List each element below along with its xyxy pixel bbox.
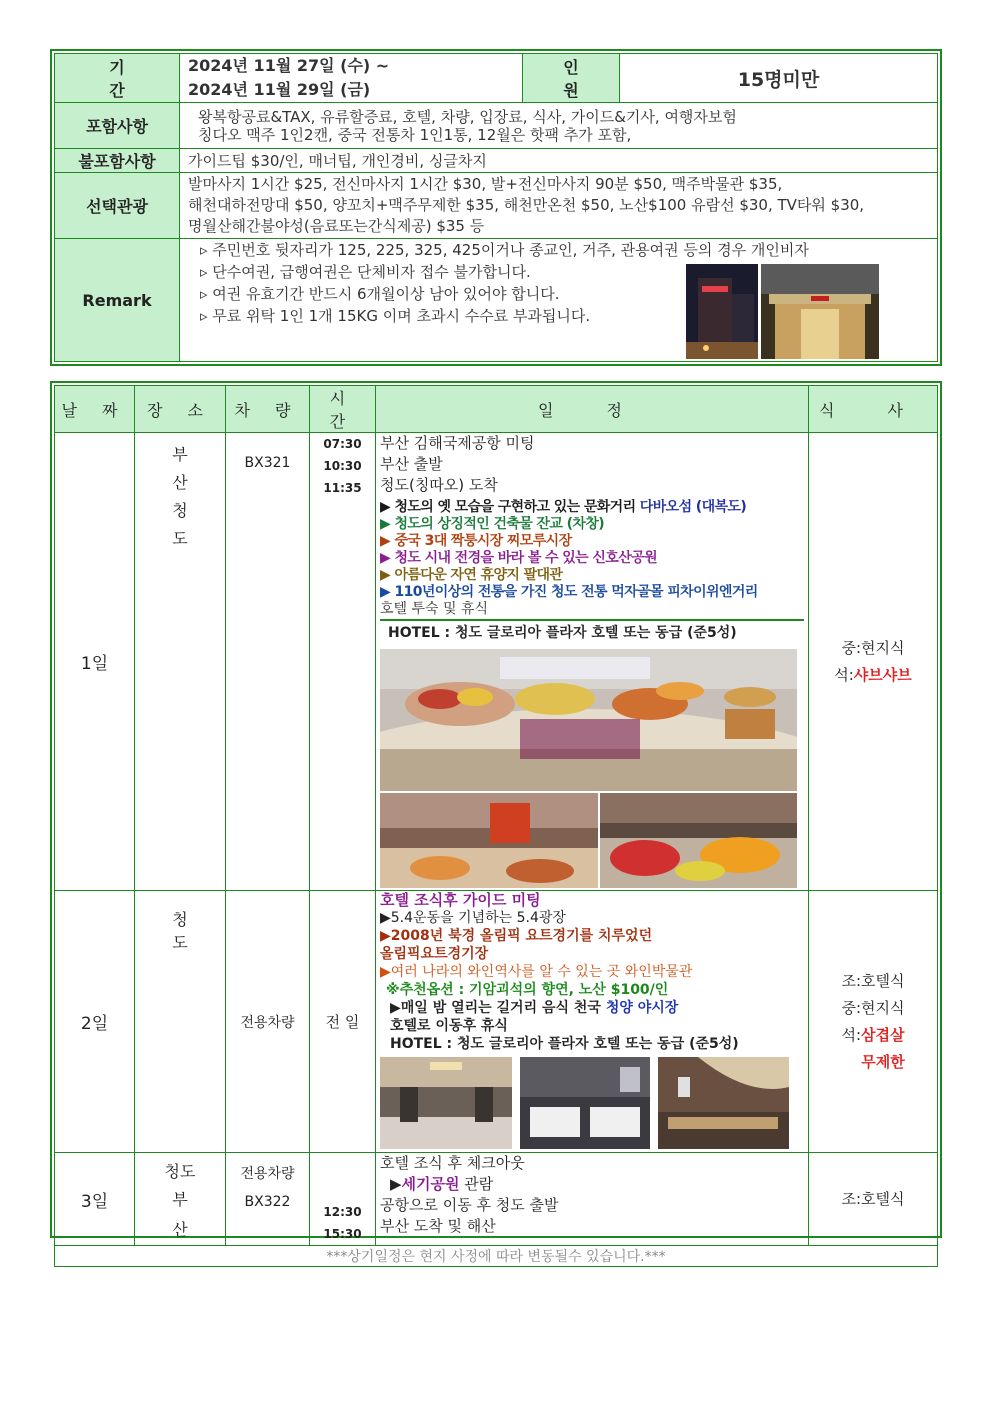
hotel-buffet-photo	[380, 649, 797, 791]
bullet-highlight: 다바오섬 (대복도)	[639, 499, 747, 515]
day2-bullet-3: ▶여러 나라의 와인역사를 알 수 있는 곳 와인박물관	[380, 964, 693, 980]
buffet-photos-row	[380, 793, 804, 888]
dinner-menu-extra: 무제한	[861, 1052, 905, 1071]
day1-time-1: 07:30	[323, 437, 362, 451]
day1-line-1: 부산 김해국제공항 미팅	[380, 434, 535, 452]
day1-place-qingdao: 청 도	[172, 501, 202, 548]
hotel-night-photo	[686, 264, 758, 359]
day1-time-3: 11:35	[323, 481, 362, 495]
day1-places	[135, 433, 226, 891]
day3-vehicles	[226, 1153, 310, 1246]
remark-list	[180, 239, 937, 361]
day1-line-3: 청도(칭따오) 도착	[380, 476, 498, 494]
day3-meal: 조:호텔식	[809, 1153, 938, 1246]
day3-vehicle-1: 전용차량	[240, 1166, 295, 1182]
header-schedule: 일 정	[376, 386, 809, 433]
day2-vehicle: 전용차량	[226, 891, 310, 1153]
day3-line-4: 부산 도착 및 해산	[380, 1217, 496, 1235]
header-date: 날 짜	[55, 386, 135, 433]
optional-text	[180, 173, 938, 239]
dinner-prefix: 석:	[834, 665, 854, 684]
day2-bullet-4	[380, 999, 804, 1017]
dinner-menu: 삼겹살	[861, 1025, 905, 1044]
day3-label: 3일	[55, 1153, 135, 1246]
day2-row	[55, 891, 938, 1153]
tour-info-table	[54, 53, 938, 362]
day3-places	[135, 1153, 226, 1246]
day1-time-2: 10:30	[323, 459, 362, 473]
day2-time: 전 일	[310, 891, 376, 1153]
day1-times	[310, 433, 376, 891]
itinerary-footer-note: ***상기일정은 현지 사정에 따라 변동될수 있습니다.***	[55, 1246, 938, 1267]
day3-line-3: 공항으로 이동 후 청도 출발	[380, 1196, 559, 1214]
day2-bullet-2b: 올림픽요트경기장	[380, 946, 489, 962]
day2-photos-row	[380, 1057, 804, 1149]
excluded-text: 가이드팁 $30/인, 매너팁, 개인경비, 싱글차지	[180, 149, 938, 173]
people-value: 15명미만	[620, 54, 938, 103]
day1-place-busan: 부 산	[172, 445, 202, 492]
bullet-marker: ▶	[390, 1175, 402, 1193]
period-label: 기 간	[55, 54, 180, 103]
day2-place: 청 도	[135, 891, 226, 1153]
hotel-lobby-photo	[380, 1057, 512, 1149]
day3-vehicle-2: BX322	[244, 1194, 291, 1210]
included-line-2: 칭다오 맥주 1인2캔, 중국 전통차 1인1통, 12월은 핫팩 추가 포함,	[198, 125, 632, 144]
day2-hotel: HOTEL : 청도 글로리아 플라자 호텔 또는 동급 (준5성)	[390, 1036, 739, 1052]
day1-dinner	[809, 662, 937, 689]
day3-time-2: 15:30	[323, 1227, 362, 1241]
day3-place-qingdao: 청도	[164, 1162, 196, 1181]
day2-meals	[809, 891, 938, 1153]
header-meal: 식 사	[809, 386, 938, 433]
day3-times	[310, 1153, 376, 1246]
day1-schedule	[376, 433, 809, 891]
day1-label: 1일	[55, 433, 135, 891]
bullet-highlight: 청양 야시장	[605, 1000, 679, 1016]
day2-lunch: 중:현지식	[841, 998, 905, 1017]
day3-line-2	[380, 1174, 804, 1195]
period-start: 2024년 11월 27일 (수) ~	[188, 56, 390, 75]
hotel-room-photo	[520, 1057, 650, 1149]
itinerary-header-row	[55, 386, 938, 433]
people-label: 인 원	[523, 54, 620, 103]
day2-dinner-extra	[809, 1049, 937, 1076]
hotel-exterior-photos	[686, 264, 879, 359]
remark-cell	[180, 239, 938, 362]
hotel-front-desk-photo	[658, 1057, 789, 1149]
day3-line-1: 호텔 조식 후 체크아웃	[380, 1154, 525, 1172]
itinerary-table	[54, 385, 938, 1267]
day1-bullet-1	[380, 499, 804, 516]
day1-meals	[809, 433, 938, 891]
day1-vehicle: BX321	[226, 433, 310, 891]
day2-bullet-1: ▶5.4운동을 기념하는 5.4광장	[380, 910, 566, 926]
remark-item: ▹ 무료 위탁 1인 1개 15KG 이며 초과시 수수료 부과됩니다.	[200, 307, 591, 325]
day2-schedule	[376, 891, 809, 1153]
header-place: 장 소	[135, 386, 226, 433]
bullet-text: 관람	[459, 1175, 494, 1193]
day2-breakfast: 조:호텔식	[841, 971, 905, 990]
day1-bullet-5: ▶ 아름다운 자연 휴양지 팔대관	[380, 567, 563, 583]
day3-row	[55, 1153, 938, 1246]
day1-bullet-3: ▶ 중국 3대 짝퉁시장 찌모루시장	[380, 533, 572, 549]
bullet-text: ▶ 청도의 옛 모습을 구현하고 있는 문화거리	[380, 499, 640, 515]
remark-label: Remark	[55, 239, 180, 362]
day2-bullet-2a: ▶2008년 북경 올림픽 요트경기를 치루었던	[380, 928, 653, 944]
day1-row	[55, 433, 938, 891]
header-vehicle: 차 량	[226, 386, 310, 433]
included-label: 포함사항	[55, 103, 180, 149]
hotel-entrance-photo	[761, 264, 879, 359]
day2-option: ※추천옵션 : 기암괴석의 향연, 노산 $100/인	[386, 982, 669, 998]
period-end: 2024년 11월 29일 (금)	[188, 80, 371, 99]
day3-place-busan: 부 산	[172, 1190, 202, 1239]
day1-hotel: HOTEL : 청도 글로리아 플라자 호텔 또는 동급 (준5성)	[388, 625, 737, 641]
remark-item: ▹ 여권 유효기간 반드시 6개월이상 남아 있어야 합니다.	[200, 285, 560, 303]
excluded-label: 불포함사항	[55, 149, 180, 173]
day2-rest: 호텔로 이동후 휴식	[390, 1018, 508, 1034]
included-text	[180, 103, 938, 149]
header-time: 시 간	[310, 386, 376, 433]
dinner-prefix: 석:	[841, 1025, 862, 1044]
itinerary-box	[50, 381, 942, 1265]
day2-meet: 호텔 조식후 가이드 미팅	[380, 891, 541, 909]
day1-bullet-4: ▶ 청도 시내 전경을 바라 볼 수 있는 신호산공원	[380, 550, 657, 566]
period-value	[180, 54, 523, 103]
day1-line-2: 부산 출발	[380, 455, 443, 473]
day2-dinner	[809, 1022, 937, 1049]
buffet-counter-photo	[380, 793, 598, 888]
bullet-highlight: 세기공원	[401, 1175, 460, 1193]
included-line-1: 왕복항공료&TAX, 유류할증료, 호텔, 차량, 입장료, 식사, 가이드&기사, 여행자보험	[198, 107, 737, 126]
day3-schedule	[376, 1153, 809, 1246]
day3-time-1: 12:30	[323, 1205, 362, 1219]
day1-bullet-2: ▶ 청도의 상징적인 건축물 잔교 (차창)	[380, 516, 605, 532]
tour-info-box	[50, 49, 942, 366]
footer-row	[55, 1246, 938, 1267]
optional-label: 선택관광	[55, 173, 180, 239]
day1-lunch: 중:현지식	[841, 638, 905, 657]
optional-line-3: 명월산해간불야성(음료또는간식제공) $35 등	[188, 217, 485, 235]
fruit-buffet-photo	[600, 793, 797, 888]
optional-line-2: 해천대하전망대 $50, 양꼬치+맥주무제한 $35, 해천만온천 $50, 노산$100 유람선 $30, TV타워 $30,	[188, 196, 865, 214]
remark-item: ▹ 단수여권, 급행여권은 단체비자 접수 불가합니다.	[200, 263, 531, 281]
optional-line-1: 발마사지 1시간 $25, 전신마사지 1시간 $30, 발+전신마사지 90분 $50, 맥주박물관 $35,	[188, 175, 783, 193]
day1-rest: 호텔 투숙 및 휴식	[380, 601, 804, 621]
remark-item: ▹ 주민번호 뒷자리가 125, 225, 325, 425이거나 종교인, 거주, 관용여권 등의 경우 개인비자	[200, 241, 809, 259]
day2-label: 2일	[55, 891, 135, 1153]
day1-bullet-6: ▶ 110년이상의 전통을 가진 청도 전통 먹자골몰 피차이위엔거리	[380, 584, 758, 600]
day1-bullets	[380, 499, 804, 601]
dinner-menu: 샤브샤브	[853, 665, 912, 684]
bullet-text: ▶매일 밤 열리는 길거리 음식 천국	[390, 1000, 606, 1016]
